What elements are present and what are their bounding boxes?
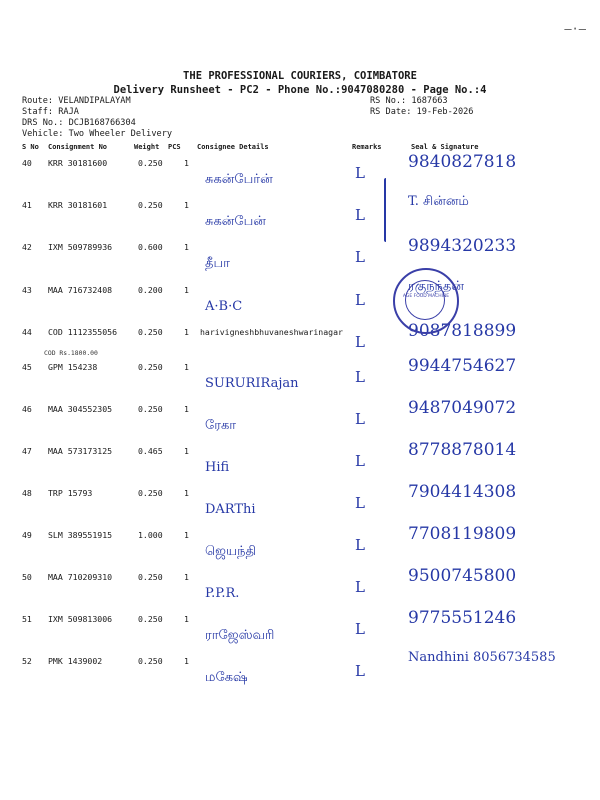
row-pcs: 1 bbox=[184, 656, 189, 666]
row-consignment: IXM 509813006 bbox=[48, 614, 113, 624]
handwritten-consignee: ரேகா bbox=[205, 418, 237, 433]
row-sno: 44 bbox=[22, 327, 32, 337]
row-consignment: IXM 509789936 bbox=[48, 242, 113, 252]
handwritten-signature: Nandhini 8056734585 bbox=[408, 650, 556, 665]
row-pcs: 1 bbox=[184, 285, 189, 295]
handwritten-consignee: Hifi bbox=[205, 460, 230, 475]
row-pcs: 1 bbox=[184, 530, 189, 540]
row-consignment: MAA 710209310 bbox=[48, 572, 113, 582]
handwritten-consignee: A·B·C bbox=[205, 299, 243, 314]
page-title: THE PROFESSIONAL COURIERS, COIMBATORE bbox=[183, 70, 417, 82]
row-sno: 43 bbox=[22, 285, 32, 295]
row-weight: 0.250 bbox=[138, 572, 163, 582]
table-row bbox=[0, 650, 600, 726]
staff-label: Staff: RAJA bbox=[22, 107, 79, 117]
company-seal bbox=[393, 268, 459, 334]
handwritten-signature: 7904414308 bbox=[408, 482, 517, 502]
row-sno: 45 bbox=[22, 362, 32, 372]
handwritten-consignee: சுகன்பேன் bbox=[205, 214, 266, 229]
row-pcs: 1 bbox=[184, 242, 189, 252]
row-weight: 0.250 bbox=[138, 362, 163, 372]
row-weight: 0.200 bbox=[138, 285, 163, 295]
row-sno: 52 bbox=[22, 656, 32, 666]
seal-text: AGE FOOD MACHINE bbox=[402, 294, 450, 299]
handwritten-remark: L bbox=[355, 578, 365, 596]
row-pcs: 1 bbox=[184, 572, 189, 582]
handwritten-signature: 9087818899 bbox=[408, 321, 517, 341]
row-sno: 42 bbox=[22, 242, 32, 252]
row-weight: 0.250 bbox=[138, 488, 163, 498]
row-consignment: SLM 389551915 bbox=[48, 530, 113, 540]
row-sno: 49 bbox=[22, 530, 32, 540]
seal-inner-ring bbox=[405, 280, 445, 320]
row-weight: 0.250 bbox=[138, 158, 163, 168]
handwritten-remark: L bbox=[355, 206, 365, 224]
handwritten-remark: L bbox=[355, 620, 365, 638]
row-consignment: COD 1112355056 bbox=[48, 327, 118, 337]
row-pcs: 1 bbox=[184, 446, 189, 456]
handwritten-remark: L bbox=[355, 291, 365, 309]
handwritten-consignee: மகேஷ் bbox=[205, 670, 248, 685]
handwritten-signature: 9775551246 bbox=[408, 608, 517, 628]
row-pcs: 1 bbox=[184, 200, 189, 210]
row-consignee: harivigneshbhuvaneshwarinagar bbox=[200, 327, 343, 337]
row-weight: 0.250 bbox=[138, 656, 163, 666]
row-weight: 0.250 bbox=[138, 614, 163, 624]
handwritten-consignee: ஜெயந்தி bbox=[205, 544, 257, 559]
handwritten-signature: 9944754627 bbox=[408, 356, 517, 376]
row-weight: 0.250 bbox=[138, 200, 163, 210]
rs-date: RS Date: 19-Feb-2026 bbox=[370, 107, 474, 117]
handwritten-signature: 8778878014 bbox=[408, 440, 517, 460]
row-weight: 0.465 bbox=[138, 446, 163, 456]
col-consignee: Consignee Details bbox=[197, 143, 269, 151]
row-pcs: 1 bbox=[184, 404, 189, 414]
handwritten-remark: L bbox=[355, 452, 365, 470]
row-consignment: GPM 154238 bbox=[48, 362, 98, 372]
row-weight: 1.000 bbox=[138, 530, 163, 540]
col-seal: Seal & Signature bbox=[411, 143, 479, 151]
handwritten-bracket bbox=[384, 178, 394, 242]
row-sno: 40 bbox=[22, 158, 32, 168]
handwritten-remark: L bbox=[355, 248, 365, 266]
drs-label: DRS No.: DCJB168766304 bbox=[22, 118, 136, 128]
row-sno: 41 bbox=[22, 200, 32, 210]
row-cod-amount: COD Rs.1800.00 bbox=[44, 349, 98, 357]
handwritten-remark: L bbox=[355, 662, 365, 680]
handwritten-signature: T. சின்னம் bbox=[408, 194, 469, 209]
col-weight: Weight bbox=[134, 143, 160, 151]
handwritten-consignee: தீபா bbox=[205, 256, 230, 271]
row-consignment: MAA 716732408 bbox=[48, 285, 113, 295]
row-consignment: KRR 30181600 bbox=[48, 158, 108, 168]
row-weight: 0.250 bbox=[138, 404, 163, 414]
row-consignment: MAA 304552305 bbox=[48, 404, 113, 414]
route-label: Route: VELANDIPALAYAM bbox=[22, 96, 131, 106]
page-subtitle: Delivery Runsheet - PC2 - Phone No.:9047080280 - Page No.:4 bbox=[113, 84, 487, 96]
handwritten-signature: 9500745800 bbox=[408, 566, 517, 586]
row-pcs: 1 bbox=[184, 362, 189, 372]
handwritten-remark: L bbox=[355, 410, 365, 428]
handwritten-consignee: DARThi bbox=[205, 502, 256, 517]
row-pcs: 1 bbox=[184, 488, 189, 498]
handwritten-remark: L bbox=[355, 368, 365, 386]
col-remarks: Remarks bbox=[352, 143, 382, 151]
handwritten-signature: 9840827818 bbox=[408, 152, 517, 172]
row-consignment: TRP 15793 bbox=[48, 488, 93, 498]
row-consignment: PMK 1439002 bbox=[48, 656, 103, 666]
handwritten-remark: L bbox=[355, 333, 365, 351]
row-pcs: 1 bbox=[184, 158, 189, 168]
handwritten-signature: 9894320233 bbox=[408, 236, 517, 256]
col-sno: S No bbox=[22, 143, 39, 151]
col-consignment: Consignment No bbox=[48, 143, 108, 151]
rs-number: RS No.: 1687663 bbox=[370, 96, 448, 106]
handwritten-consignee: சுகன்பேர்ன் bbox=[205, 172, 273, 187]
handwritten-consignee: SURURIRajan bbox=[205, 376, 299, 391]
row-sno: 46 bbox=[22, 404, 32, 414]
row-sno: 51 bbox=[22, 614, 32, 624]
row-pcs: 1 bbox=[184, 614, 189, 624]
row-weight: 0.600 bbox=[138, 242, 163, 252]
handwritten-consignee: P.P.R. bbox=[205, 586, 240, 601]
col-pcs: PCS bbox=[168, 143, 181, 151]
handwritten-signature: ரகுநந்தன் bbox=[408, 279, 464, 294]
row-pcs: 1 bbox=[184, 327, 189, 337]
handwritten-remark: L bbox=[355, 494, 365, 512]
row-sno: 50 bbox=[22, 572, 32, 582]
handwritten-signature: 9487049072 bbox=[408, 398, 517, 418]
handwritten-remark: L bbox=[355, 536, 365, 554]
handwritten-signature: 7708119809 bbox=[408, 524, 517, 544]
row-sno: 47 bbox=[22, 446, 32, 456]
row-sno: 48 bbox=[22, 488, 32, 498]
handwritten-remark: L bbox=[355, 164, 365, 182]
vehicle-label: Vehicle: Two Wheeler Delivery bbox=[22, 129, 173, 139]
row-consignment: MAA 573173125 bbox=[48, 446, 113, 456]
row-weight: 0.250 bbox=[138, 327, 163, 337]
corner-mark: —·— bbox=[564, 22, 586, 36]
row-consignment: KRR 30181601 bbox=[48, 200, 108, 210]
handwritten-consignee: ராஜேஸ்வரி bbox=[205, 628, 275, 643]
